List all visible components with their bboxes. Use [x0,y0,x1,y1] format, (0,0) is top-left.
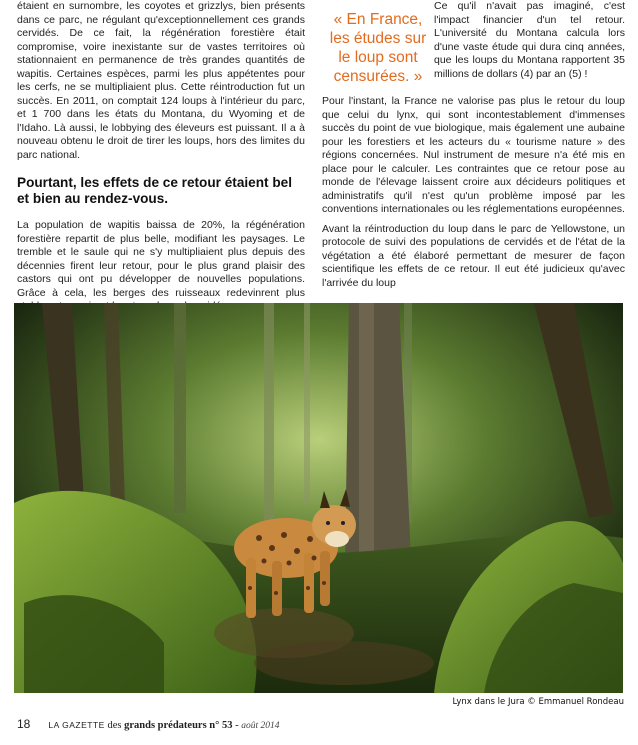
photo-caption: Lynx dans le Jura © Emmanuel Rondeau [452,697,624,707]
right-column [322,95,625,296]
right-paragraph-1: Pour l'instant, la France ne valorise pas plus le retour du loup que celui du lynx, qui sont incontestablement d'immenses succès du point de vue biologique, mais également une aubaine pour les forestiers et les acteurs du « tourisme nature » des régions concernées. Nul instrument de mesure n'a été mis en place pour le calculer. Les contraintes que ce retour pose au monde de l'élevage laissent croire aux décideurs politiques et administratifs qu'il n'est qu'un problème imposé par les conventions internationales ou les réglementations européennes. [322,95,625,215]
lynx-photo [14,303,623,693]
publication-title: grands prédateurs [124,720,207,731]
publication-name [48,720,279,731]
footer-separator: - [235,720,239,731]
subheading: Pourtant, les effets de ce retour étaient bel et bien au rendez-vous. [17,175,292,206]
issue-date: août 2014 [241,721,280,731]
page-footer [17,717,621,737]
issue-number: n° 53 [209,720,233,731]
left-column [17,0,305,320]
pull-quote: « En France, les études sur le loup sont censurées. » [329,11,427,85]
right-top-paragraph: Ce qu'il n'avait pas imaginé, c'est l'impact financier d'un tel retour. L'université du Montana calcula lors d'une vaste étude qui dura cinq années, que les loups du Montana rapportent 35 millions de dollars (4) par an (5) ! [434,0,625,80]
right-paragraph-2: Avant la réintroduction du loup dans le parc de Yellowstone, un protocole de suivi des populations de cervidés et de l'état de la végétation a été élaboré permettant de mesurer de façon scientifique les effets de ce retour. Il eut été judicieux qu'avec l'arrivée du loup [322,222,625,289]
publication-middle: des [107,720,122,731]
page-number: 18 [17,717,31,731]
forest-lynx-illustration [14,303,623,693]
publication-prefix: LA GAZETTE [48,720,105,730]
left-paragraph-2: La population de wapitis baissa de 20%, la régénération forestière repartit de plus belle, modifiant les paysages. Le tremble et le saule qui ne s'y multipliaient plus depuis des décennies firent leur retour, pour le plus grand plaisir des castors qui ont pu développer de nouvelles populations. Grâce à cela, les berges des ruisseaux redevinrent plus [17,219,305,299]
left-paragraph-1: étaient en surnombre, les coyotes et grizzlys, bien présents dans ce parc, ne régulant qu'exceptionnellement ces grands cervidés. De ce fait, la régénération forestière était compromise, voire inexistante sur de vastes territoires où stationnaient en permanence de très grandes quantités de wapitis. Certaines espèces, parmi les plus appétentes pour les cerfs, ne se multipliaient plus. Cette réintroduction fut un succès. En 2011, on comptait 124 loups à l'intérieur du parc, et 1 700 dans les états du Montana, du Wyoming et de l'Idaho. Là aussi, le lobbying des éleveurs est puissant. Il a à nouveau obtenu le droit de tirer les loups, hors des limites du parc national. [17,0,305,161]
